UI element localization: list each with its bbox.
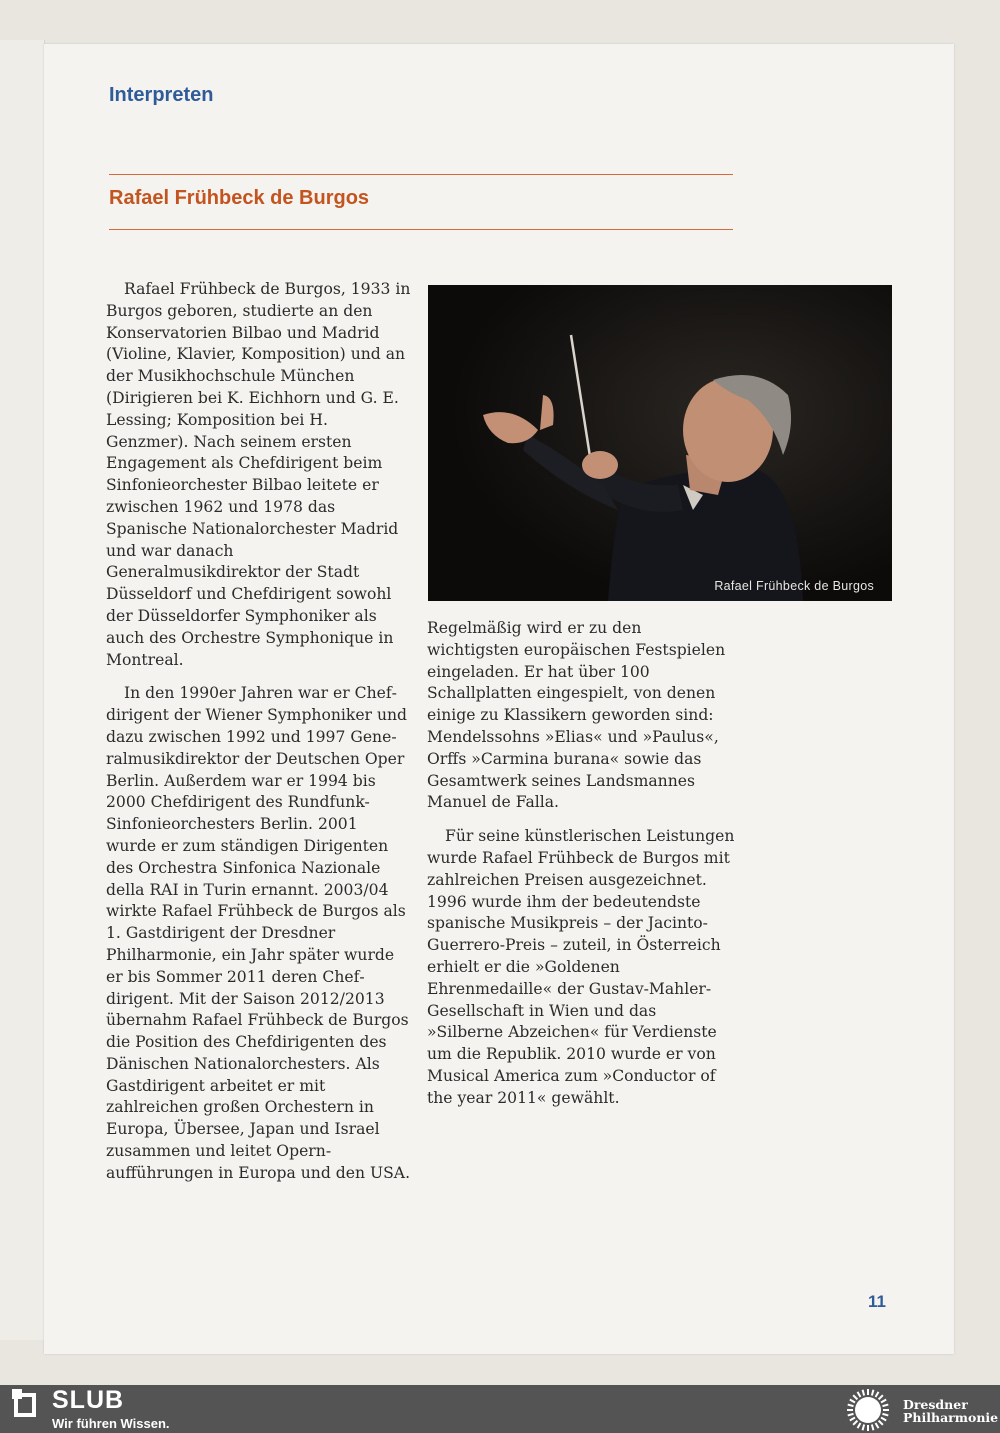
slub-slogan: Wir führen Wissen.: [52, 1416, 170, 1431]
logo-ray: [879, 1395, 883, 1399]
logo-ray: [853, 1395, 857, 1399]
logo-ray: [863, 1390, 865, 1396]
logo-ray: [879, 1421, 883, 1425]
conductor-illustration: [428, 285, 892, 601]
logo-ray: [876, 1392, 879, 1397]
paragraph: Für seine künstlerischen Leistungen wurde Rafael Frühbeck de Burgos mit zahlreichen Preisen ausgezeichnet. 1996 wurde ihm der bedeutendste spanische Musikpreis – der Jacinto-Guerrero-Preis – zuteil, in Österreich erhielt er die »Goldenen Ehrenmedaille« der Gustav-Mahler-Gesellschaft in Wien und das »Silberne Abzeichen« für Verdienste um die Republik. 2010 wurde er von Musical America zum »Conductor of the year 2011« gewählt.: [427, 827, 735, 1107]
logo-ray: [876, 1423, 879, 1428]
logo-ray: [848, 1405, 854, 1407]
logo-ray: [858, 1392, 861, 1397]
logo-ray: [848, 1414, 854, 1416]
dresdner-philharmonie-logo-icon[interactable]: [842, 1387, 894, 1433]
paragraph: Rafael Frühbeck de Burgos, 1933 in Burgos geboren, studierte an den Konservatorien Bilbao und Madrid (Violine, Klavier, Komposition) und an der Musikhochschule München (Dirigieren bei K. Eichhorn und G. E. Lessing; Komposition bei H. Genzmer). Nach seinem ersten Engagement als Chefdirigent beim Sinfonieorchester Bilbao leitete er zwischen 1962 und 1978 das Spanische Nationalorchester Madrid und war danach Generalmusikdirektor der Stadt Düsseldorf und Chefdirigent sowohl der Düsseldorfer Symphoniker als auch des Orchestre Symphonique in Montreal.: [106, 280, 411, 669]
logo-ray: [872, 1390, 874, 1396]
logo-ray: [850, 1400, 855, 1403]
dresdner-philharmonie-name[interactable]: [903, 1398, 998, 1424]
title-rule-bottom: [109, 229, 733, 230]
logo-ray: [858, 1423, 861, 1428]
text-column-left: [106, 279, 412, 1197]
logo-ray: [853, 1421, 857, 1425]
previous-page-edge: [0, 40, 45, 1340]
slub-logo-icon[interactable]: [12, 1389, 40, 1419]
logo-ray: [881, 1418, 886, 1421]
paragraph: Regelmäßig wird er zu den wichtigsten europäischen Festspielen eingeladen. Er hat über 100 Schallplatten eingespielt, von denen einige zu Klassikern geworden sind: Mendelssohns »Elias« und »Paulus«, Orffs »Carmina burana« sowie das Gesamtwerk seines Landsmannes Manuel de Falla.: [427, 619, 726, 812]
slub-name[interactable]: SLUB: [52, 1386, 125, 1414]
logo-ray: [850, 1418, 855, 1421]
page-number: 11: [868, 1292, 886, 1311]
logo-ray: [881, 1400, 886, 1403]
page-title: Rafael Frühbeck de Burgos: [109, 187, 370, 209]
orchestra-line-1: Dresdner: [903, 1397, 968, 1412]
logo-ray: [882, 1405, 888, 1407]
text-column-right: [427, 618, 735, 1122]
title-rule-top: [109, 174, 733, 175]
logo-ray: [872, 1424, 874, 1430]
paragraph: In den 1990er Jahren war er Chefdirigent der Wiener Symphoniker und dazu zwischen 1992 und 1997 Generalmusikdirektor der Deutschen Oper Berlin. Außerdem war er 1994 bis 2000 Chefdirigent des Rundfunk-Sinfonieorchesters Berlin. 2001 wurde er zum ständigen Dirigenten des Orchestra Sinfonica Nazionale della RAI in Turin ernannt. 2003/04 wirkte Rafael Frühbeck de Burgos als 1. Gastdirigent der Dresdner Philharmonie, ein Jahr später wurde er bis Sommer 2011 deren Chefdirigent. Mit der Saison 2012/2013 übernahm Rafael Frühbeck de Burgos die Position des Chefdirigenten des Dänischen Nationalorchesters. Als Gastdirigent arbeitet er mit zahlreichen großen Orchestern in Europa, Übersee, Japan und Israel zusammen und leitet Opernaufführungen in Europa und den USA.: [106, 684, 411, 1182]
photo-caption: Rafael Frühbeck de Burgos: [714, 579, 874, 593]
section-heading: Interpreten: [109, 84, 214, 106]
conductor-photo: [428, 285, 892, 601]
orchestra-line-2: Philharmonie: [903, 1410, 999, 1425]
logo-ray: [863, 1424, 865, 1430]
logo-ray: [882, 1414, 888, 1416]
